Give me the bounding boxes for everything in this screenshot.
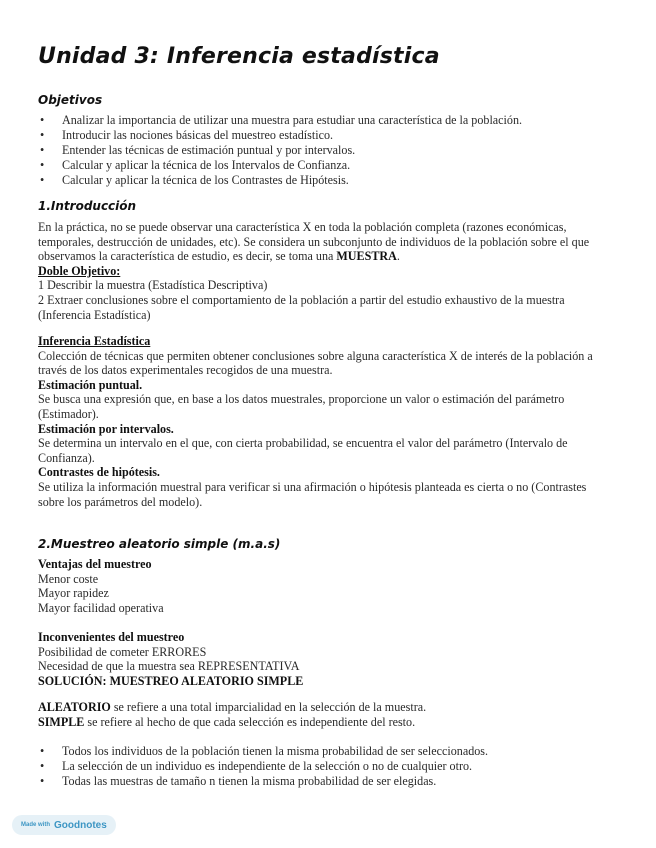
estimacion-intervalos-text: Confianza).	[38, 450, 95, 465]
estimacion-intervalos-text: Se determina un intervalo en el que, con cierta probabilidad, se encuentra el valor del parámetro (Intervalo de	[38, 436, 568, 451]
inferencia-definition-line: través de los datos experimentales recogidos de una muestra.	[38, 363, 333, 378]
list-item: • Introducir las nociones básicas del muestreo estadístico.	[38, 128, 522, 143]
objective-two-line: (Inferencia Estadística)	[38, 307, 151, 322]
objective-one: 1 Describir la muestra (Estadística Descriptiva)	[38, 278, 268, 293]
ventajas-heading: Ventajas del muestreo	[38, 557, 152, 571]
inconveniente-item: Posibilidad de cometer ERRORES	[38, 644, 207, 659]
aleatorio-text: se refiere a una total imparcialidad en la selección de la muestra.	[110, 700, 427, 714]
spacer	[38, 615, 622, 630]
simple-keyword: SIMPLE	[38, 714, 85, 729]
contrastes-heading: Contrastes de hipótesis.	[38, 465, 160, 480]
simple-definition	[38, 715, 622, 730]
list-item: • Todos los individuos de la población tienen la misma probabilidad de ser seleccionados.	[38, 744, 488, 759]
aleatorio-definition	[38, 700, 622, 715]
intro-section	[38, 220, 622, 322]
list-item: • Calcular y aplicar la técnica de los Intervalos de Confianza.	[38, 158, 522, 173]
muestra-keyword: MUESTRA	[336, 249, 397, 264]
list-item: • Analizar la importancia de utilizar una muestra para estudiar una característica de la población.	[38, 113, 522, 128]
inconveniente-item: Necesidad de que la muestra sea REPRESENTATIVA	[38, 659, 300, 674]
intro-paragraph-line: temporales, destrucción de unidades, etc). Se considera un subconjunto de individuos de la población sobre el que	[38, 234, 590, 249]
muestreo-heading: 2.Muestreo aleatorio simple (m.a.s)	[38, 537, 281, 551]
intro-paragraph-line	[38, 249, 622, 264]
intro-text: observamos la característica de estudio, es decir, se toma una	[38, 249, 337, 264]
goodnotes-logo: Goodnotes	[54, 819, 107, 831]
ventaja-item: Menor coste	[38, 571, 99, 586]
intro-paragraph-line: En la práctica, no se puede observar una característica X en toda la población completa (razones económicas,	[38, 220, 567, 234]
list-item: • Calcular y aplicar la técnica de los Contrastes de Hipótesis.	[38, 173, 522, 188]
intro-text: .	[396, 249, 400, 264]
list-item: • Todas las muestras de tamaño n tienen la misma probabilidad de ser elegidas.	[38, 774, 488, 789]
estimacion-puntual-text: (Estimador).	[38, 406, 99, 421]
ventaja-item: Mayor facilidad operativa	[38, 600, 164, 615]
aleatorio-simple-section	[38, 700, 622, 729]
intro-heading: 1.Introducción	[38, 199, 137, 213]
page-title: Unidad 3: Inferencia estadística	[38, 44, 440, 69]
solucion-text: SOLUCIÓN: MUESTREO ALEATORIO SIMPLE	[38, 673, 304, 688]
made-with-label: Made with	[21, 822, 51, 828]
objective-two-line: 2 Extraer conclusiones sobre el comportamiento de la población a partir del estudio exhaustivo de la muestra	[38, 292, 565, 307]
inferencia-definition-line: Colección de técnicas que permiten obtener conclusiones sobre alguna característica X de interés de la población a	[38, 348, 593, 363]
contrastes-text: sobre los parámetros del modelo).	[38, 494, 203, 509]
ventaja-item: Mayor rapidez	[38, 586, 109, 601]
simple-text: se refiere al hecho de que cada selección es independiente del resto.	[84, 714, 416, 729]
inconvenientes-heading: Inconvenientes del muestreo	[38, 629, 185, 644]
muestreo-section	[38, 557, 622, 688]
objetivos-list	[38, 113, 522, 188]
goodnotes-badge	[12, 815, 116, 835]
propiedades-list	[38, 744, 488, 789]
inferencia-section	[38, 334, 622, 509]
estimacion-puntual-heading: Estimación puntual.	[38, 377, 143, 392]
list-item: • Entender las técnicas de estimación puntual y por intervalos.	[38, 143, 522, 158]
contrastes-text: Se utiliza la información muestral para verificar si una afirmación o hipótesis planteada es cierta o no (Contrastes	[38, 479, 587, 494]
list-item: • La selección de un individuo es independiente de la selección o no de cualquier otro.	[38, 759, 488, 774]
inferencia-heading: Inferencia Estadística	[38, 334, 151, 348]
objetivos-heading: Objetivos	[38, 93, 103, 107]
aleatorio-keyword: ALEATORIO	[38, 700, 111, 714]
estimacion-intervalos-heading: Estimación por intervalos.	[38, 421, 174, 436]
estimacion-puntual-text: Se busca una expresión que, en base a los datos muestrales, proporcione un valor o estimación del parámetro	[38, 392, 565, 407]
doble-objetivo-heading: Doble Objetivo:	[38, 263, 121, 278]
